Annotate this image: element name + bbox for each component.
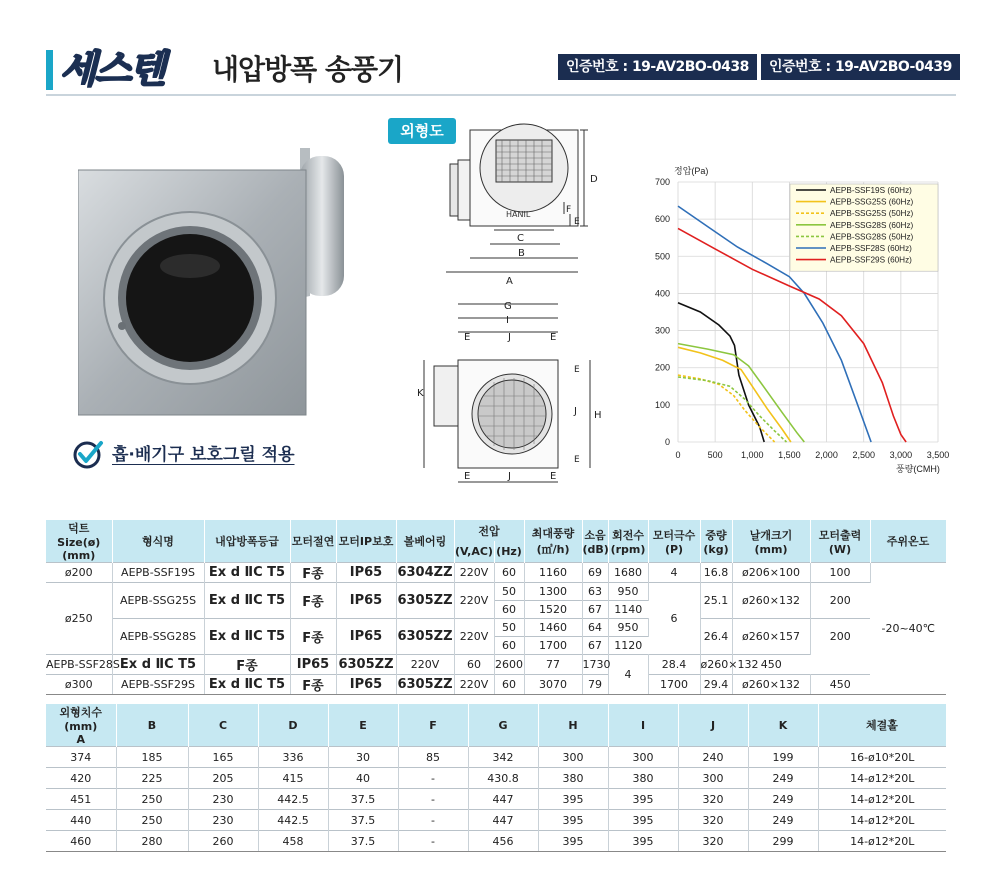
cell-bearing: 6305ZZ <box>396 619 454 655</box>
cell-vane: ø206×100 <box>732 563 810 583</box>
side-view-drawing <box>430 120 610 292</box>
cell-rpm: 950 <box>608 619 648 637</box>
dim-cell-c: 230 <box>188 789 258 810</box>
guard-note: 흡·배기구 보호그릴 적용 <box>112 445 295 465</box>
brand-logo: 세스텐 <box>60 47 165 91</box>
cell-voltage: 220V <box>396 655 454 675</box>
dim-cell-e: 37.5 <box>328 789 398 810</box>
cell-explosion: Ex d ⅡC T5 <box>112 655 204 675</box>
cell-voltage: 220V <box>454 583 494 619</box>
cell-noise: 64 <box>582 619 608 637</box>
cell-airflow: 1300 <box>524 583 582 601</box>
front-label-e-right-bottom: E <box>574 455 580 465</box>
cell-insulation: F종 <box>290 583 336 619</box>
cell-explosion: Ex d ⅡC T5 <box>204 583 290 619</box>
cell-insulation: F종 <box>290 675 336 695</box>
cell-vane: ø260×132 <box>732 583 810 619</box>
dimension-row <box>46 789 946 810</box>
chart-legend <box>790 184 938 271</box>
dimension-row <box>46 810 946 831</box>
cell-rpm: 1120 <box>608 637 648 655</box>
cell-airflow: 1700 <box>524 637 582 655</box>
cell-model: AEPB-SSF19S <box>112 563 204 583</box>
title-divider <box>46 94 956 96</box>
spec-row-ssf28s <box>46 655 946 675</box>
dim-cell-i: 395 <box>608 810 678 831</box>
front-label-e-bottom-left: E <box>464 471 471 482</box>
series-line-2 <box>678 375 775 442</box>
front-label-j-right: J <box>574 406 577 417</box>
cell-noise: 77 <box>524 655 582 675</box>
side-label-a: A <box>506 276 513 287</box>
dim-cell-k: 249 <box>748 768 818 789</box>
dim-cell-h: 300 <box>538 747 608 768</box>
cell-airflow: 1460 <box>524 619 582 637</box>
header-weight: 중량 (kg) <box>700 520 732 563</box>
spec-table <box>46 520 947 695</box>
y-tick-label: 700 <box>654 177 670 187</box>
cell-noise: 67 <box>582 601 608 619</box>
legend-label-0: AEPB-SSF19S (60Hz) <box>830 186 912 195</box>
cell-weight: 26.4 <box>700 619 732 655</box>
dimension-row <box>46 747 946 768</box>
cell-voltage: 220V <box>454 675 494 695</box>
dim-cell-g: 430.8 <box>468 768 538 789</box>
dim-cell-j: 320 <box>678 831 748 852</box>
check-circle-icon <box>72 438 104 470</box>
dim-cell-j: 320 <box>678 810 748 831</box>
dim-header-d: D <box>258 704 328 747</box>
cell-noise: 79 <box>582 675 608 695</box>
dim-cell-k: 249 <box>748 810 818 831</box>
dimension-header-row <box>46 704 946 747</box>
dim-header-holes: 체결홀 <box>818 704 946 747</box>
cell-poles: 6 <box>648 583 700 655</box>
front-label-j-top: J <box>508 332 511 343</box>
dim-cell-i: 395 <box>608 789 678 810</box>
front-view-drawing <box>414 296 614 492</box>
cell-bearing: 6305ZZ <box>396 675 454 695</box>
dim-cell-i: 380 <box>608 768 678 789</box>
cell-airflow: 1520 <box>524 601 582 619</box>
dim-cell-g: 447 <box>468 789 538 810</box>
cell-ip: IP65 <box>336 563 396 583</box>
certification-badge-1: 인증번호 : 19-AV2BO-0438 <box>558 54 757 80</box>
cell-duct: ø300 <box>46 675 112 695</box>
dim-cell-h: 395 <box>538 789 608 810</box>
side-label-b: B <box>518 248 525 259</box>
y-tick-label: 200 <box>654 362 670 373</box>
cell-poles: 4 <box>648 563 700 583</box>
series-line-0 <box>678 303 764 442</box>
front-label-e-top-left: E <box>464 332 471 343</box>
cell-explosion: Ex d ⅡC T5 <box>204 675 290 695</box>
cell-output: 200 <box>810 583 870 619</box>
cell-airflow: 1160 <box>524 563 582 583</box>
cell-noise: 69 <box>582 563 608 583</box>
dim-cell-h: 380 <box>538 768 608 789</box>
cell-ip: IP65 <box>336 619 396 655</box>
dim-cell-h: 395 <box>538 831 608 852</box>
x-tick-label: 0 <box>675 450 681 460</box>
header-voltage-v: (V,AC) <box>454 541 494 562</box>
front-label-g: G <box>504 301 512 312</box>
dim-cell-j: 240 <box>678 747 748 768</box>
x-tick-label: 2,000 <box>815 450 838 460</box>
dim-cell-d: 336 <box>258 747 328 768</box>
header-bearing: 볼베어링 <box>396 520 454 563</box>
cell-bearing: 6305ZZ <box>336 655 396 675</box>
dim-cell-k: 199 <box>748 747 818 768</box>
header-poles: 모터극수 (P) <box>648 520 700 563</box>
dim-cell-i: 300 <box>608 747 678 768</box>
dim-cell-k: 299 <box>748 831 818 852</box>
cell-model: AEPB-SSF28S <box>46 655 112 675</box>
header-output: 모터출력 (W) <box>810 520 870 563</box>
cell-ip: IP65 <box>290 655 336 675</box>
cell-ambient: -20~40℃ <box>870 563 946 695</box>
product-photo <box>78 148 350 418</box>
dim-header-g: G <box>468 704 538 747</box>
header-explosion: 내압방폭등급 <box>204 520 290 563</box>
dim-header-i: I <box>608 704 678 747</box>
cell-voltage: 220V <box>454 563 494 583</box>
dimension-row <box>46 768 946 789</box>
series-line-4 <box>678 377 787 442</box>
x-axis-label: 풍량(CMH) <box>896 464 940 474</box>
dim-cell-a: 420 <box>46 768 116 789</box>
dim-cell-e: 40 <box>328 768 398 789</box>
dim-cell-d: 442.5 <box>258 810 328 831</box>
dim-cell-d: 442.5 <box>258 789 328 810</box>
cell-output: 200 <box>810 619 870 655</box>
side-label-f: F <box>566 205 572 215</box>
dim-cell-i: 395 <box>608 831 678 852</box>
cell-insulation: F종 <box>290 563 336 583</box>
cell-hz: 50 <box>494 619 524 637</box>
dim-cell-c: 260 <box>188 831 258 852</box>
dim-cell-holes: 14-ø12*20L <box>818 831 946 852</box>
dim-cell-j: 300 <box>678 768 748 789</box>
side-label-c: C <box>517 233 524 244</box>
side-label-e: E <box>574 217 580 227</box>
front-label-k: K <box>417 388 424 399</box>
header-airflow: 최대풍량 (㎥/h) <box>524 520 582 563</box>
dim-cell-d: 458 <box>258 831 328 852</box>
y-axis-ticks <box>655 177 670 447</box>
dim-cell-h: 395 <box>538 810 608 831</box>
cell-airflow: 3070 <box>524 675 582 695</box>
front-label-e-right-top: E <box>574 365 580 375</box>
dim-cell-f: 85 <box>398 747 468 768</box>
x-tick-label: 3,000 <box>889 450 913 460</box>
header-rpm: 회전수 (rpm) <box>608 520 648 563</box>
cell-noise: 67 <box>582 637 608 655</box>
legend-label-4: AEPB-SSG28S (50Hz) <box>830 232 914 242</box>
y-tick-label: 0 <box>664 437 670 447</box>
cell-vane: ø260×157 <box>732 619 810 655</box>
cell-airflow: 2600 <box>494 655 524 675</box>
front-label-i: I <box>506 315 509 326</box>
dim-cell-b: 225 <box>116 768 188 789</box>
side-label-d: D <box>590 174 598 185</box>
header-insulation: 모터절연 <box>290 520 336 563</box>
spec-row-ssf29s <box>46 675 946 695</box>
cell-explosion: Ex d ⅡC T5 <box>204 619 290 655</box>
dim-cell-a: 460 <box>46 831 116 852</box>
x-tick-label: 2,500 <box>852 450 875 460</box>
cell-insulation: F종 <box>204 655 290 675</box>
dim-cell-e: 30 <box>328 747 398 768</box>
dim-header-e: E <box>328 704 398 747</box>
dim-header-k: K <box>748 704 818 747</box>
front-label-h: H <box>594 410 602 421</box>
dim-cell-k: 249 <box>748 789 818 810</box>
page-title: 내압방폭 송풍기 <box>212 53 404 86</box>
nameplate-text: HANIL <box>506 210 531 219</box>
header-voltage-hz: (Hz) <box>494 541 524 562</box>
cell-weight: 25.1 <box>700 583 732 619</box>
cell-duct: ø200 <box>46 563 112 583</box>
cell-hz: 60 <box>494 563 524 583</box>
performance-chart <box>640 160 960 480</box>
x-tick-label: 500 <box>707 450 723 460</box>
dim-cell-e: 37.5 <box>328 810 398 831</box>
dim-cell-c: 230 <box>188 810 258 831</box>
cell-bearing: 6304ZZ <box>396 563 454 583</box>
dim-cell-g: 456 <box>468 831 538 852</box>
x-tick-label: 3,500 <box>926 450 950 460</box>
x-tick-label: 1,500 <box>778 450 801 460</box>
legend-label-5: AEPB-SSF28S (60Hz) <box>830 244 912 253</box>
cell-hz: 60 <box>494 637 524 655</box>
dim-header-f: F <box>398 704 468 747</box>
cell-hz: 60 <box>454 655 494 675</box>
dim-cell-holes: 14-ø12*20L <box>818 768 946 789</box>
cell-rpm: 950 <box>608 583 648 601</box>
dim-header-b: B <box>116 704 188 747</box>
spec-row-ssf19s <box>46 563 946 583</box>
cell-hz: 60 <box>494 601 524 619</box>
dim-header-c: C <box>188 704 258 747</box>
cell-duct: ø250 <box>46 583 112 655</box>
dim-cell-a: 451 <box>46 789 116 810</box>
dim-cell-f: - <box>398 789 468 810</box>
cell-rpm: 1700 <box>648 675 700 695</box>
header-voltage: 전압 <box>454 520 524 541</box>
dim-cell-g: 342 <box>468 747 538 768</box>
y-tick-label: 600 <box>654 214 670 225</box>
dim-cell-f: - <box>398 768 468 789</box>
y-tick-label: 500 <box>654 251 670 262</box>
cell-rpm: 1680 <box>608 563 648 583</box>
x-tick-label: 1,000 <box>741 450 764 460</box>
header-accent-bar <box>46 50 53 90</box>
y-tick-label: 300 <box>654 325 670 336</box>
front-label-j-bottom: J <box>508 471 511 482</box>
cell-ip: IP65 <box>336 583 396 619</box>
dim-cell-d: 415 <box>258 768 328 789</box>
header-ip: 모터IP보호 <box>336 520 396 563</box>
dimension-table <box>46 704 947 852</box>
header-model: 형식명 <box>112 520 204 563</box>
legend-label-2: AEPB-SSG25S (50Hz) <box>830 209 914 219</box>
outline-drawing-tag: 외형도 <box>388 118 456 144</box>
spec-row-ssg28s <box>46 619 946 637</box>
cell-rpm: 1730 <box>582 655 608 675</box>
dim-cell-e: 37.5 <box>328 831 398 852</box>
cell-output: 450 <box>732 655 810 675</box>
cell-hz: 50 <box>494 583 524 601</box>
dim-cell-c: 205 <box>188 768 258 789</box>
dim-cell-b: 250 <box>116 810 188 831</box>
dim-cell-c: 165 <box>188 747 258 768</box>
cell-weight: 28.4 <box>648 655 700 675</box>
cell-rpm: 1140 <box>608 601 648 619</box>
header-vane: 날개크기 (mm) <box>732 520 810 563</box>
cell-explosion: Ex d ⅡC T5 <box>204 563 290 583</box>
header-ambient: 주위온도 <box>870 520 946 563</box>
front-label-e-bottom-right: E <box>550 471 557 482</box>
cell-weight: 29.4 <box>700 675 732 695</box>
legend-label-6: AEPB-SSF29S (60Hz) <box>830 255 912 265</box>
cell-poles: 4 <box>608 655 648 695</box>
certification-badge-2: 인증번호 : 19-AV2BO-0439 <box>761 54 960 80</box>
series-line-1 <box>678 347 791 442</box>
legend-label-1: AEPB-SSG25S (60Hz) <box>830 197 914 207</box>
cell-model: AEPB-SSG28S <box>112 619 204 655</box>
dim-cell-g: 447 <box>468 810 538 831</box>
cell-output: 450 <box>810 675 870 695</box>
header-duct: 덕트 Size(ø) (mm) <box>46 520 112 563</box>
cell-bearing: 6305ZZ <box>396 583 454 619</box>
cell-vane: ø260×132 <box>732 675 810 695</box>
cell-insulation: F종 <box>290 619 336 655</box>
dim-cell-holes: 16-ø10*20L <box>818 747 946 768</box>
spec-row-ssg25s <box>46 583 946 601</box>
cell-hz: 60 <box>494 675 524 695</box>
cell-voltage: 220V <box>454 619 494 655</box>
y-axis-label: 정압(Pa) <box>674 166 709 176</box>
dim-cell-holes: 14-ø12*20L <box>818 789 946 810</box>
cell-output: 100 <box>810 563 870 583</box>
cell-ip: IP65 <box>336 675 396 695</box>
dimension-row <box>46 831 946 852</box>
cell-noise: 63 <box>582 583 608 601</box>
dim-cell-b: 280 <box>116 831 188 852</box>
header-noise: 소음 (dB) <box>582 520 608 563</box>
dim-cell-j: 320 <box>678 789 748 810</box>
cell-vane: ø260×132 <box>700 655 732 675</box>
dim-cell-b: 250 <box>116 789 188 810</box>
cell-model: AEPB-SSF29S <box>112 675 204 695</box>
dim-header-h: H <box>538 704 608 747</box>
dim-cell-holes: 14-ø12*20L <box>818 810 946 831</box>
y-tick-label: 100 <box>654 399 670 410</box>
y-tick-label: 400 <box>654 288 670 299</box>
dim-header-j: J <box>678 704 748 747</box>
x-axis-ticks <box>675 450 949 460</box>
cell-model: AEPB-SSG25S <box>112 583 204 619</box>
dim-header-a: 외형치수(mm) A <box>46 704 116 747</box>
dim-cell-f: - <box>398 831 468 852</box>
cell-weight: 16.8 <box>700 563 732 583</box>
dim-cell-f: - <box>398 810 468 831</box>
dim-cell-a: 440 <box>46 810 116 831</box>
dim-cell-a: 374 <box>46 747 116 768</box>
series-line-3 <box>678 344 804 442</box>
dim-cell-b: 185 <box>116 747 188 768</box>
legend-label-3: AEPB-SSG28S (60Hz) <box>830 220 914 230</box>
front-label-e-top-right: E <box>550 332 557 343</box>
